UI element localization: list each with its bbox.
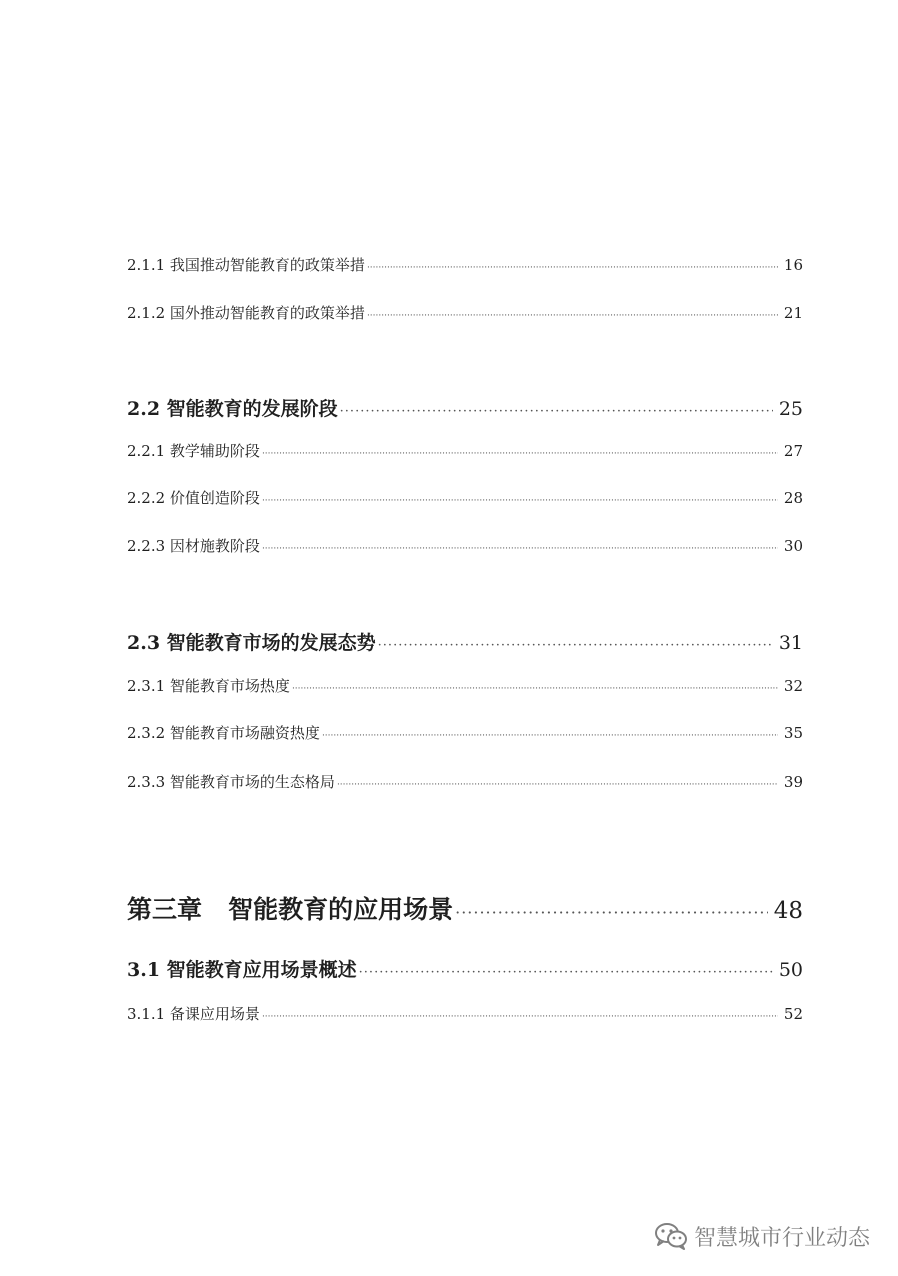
- toc-entry-page: 16: [783, 256, 803, 274]
- toc-entry-title: 3.1 智能教育应用场景概述: [127, 959, 357, 981]
- toc-entry-page: 25: [778, 398, 803, 420]
- toc-entry-title: 2.1.1 我国推动智能教育的政策举措: [127, 256, 365, 274]
- toc-entry[interactable]: [127, 535, 803, 556]
- toc-section-heading[interactable]: [127, 628, 803, 655]
- toc-entry[interactable]: [127, 1003, 803, 1024]
- watermark-text: 智慧城市行业动态: [694, 1225, 871, 1251]
- toc-entry-page: 27: [783, 442, 803, 460]
- dot-leader: [262, 496, 778, 506]
- toc-entry-page: 50: [778, 959, 803, 981]
- toc-entry-title: 2.2.2 价值创造阶段: [127, 489, 260, 507]
- dot-leader: [322, 731, 778, 741]
- toc-entry-title: 2.1.2 国外推动智能教育的政策举措: [127, 304, 365, 322]
- toc-entry-title: 2.3 智能教育市场的发展态势: [127, 632, 376, 654]
- dot-leader: [378, 638, 773, 653]
- toc-entry[interactable]: [127, 487, 803, 508]
- toc-entry[interactable]: [127, 675, 803, 696]
- toc-entry-title: 2.2 智能教育的发展阶段: [127, 398, 338, 420]
- dot-leader: [292, 684, 778, 694]
- wechat-icon: [654, 1222, 688, 1250]
- toc-entry-page: 30: [783, 537, 803, 555]
- toc-entry-page: 32: [783, 677, 803, 695]
- toc-entry-title: 2.2.3 因材施教阶段: [127, 537, 260, 555]
- toc-entry[interactable]: [127, 254, 803, 275]
- toc-entry[interactable]: [127, 722, 803, 743]
- toc-entry-page: 31: [778, 632, 803, 654]
- toc-entry-title: 2.2.1 教学辅助阶段: [127, 442, 260, 460]
- dot-leader: [455, 903, 768, 922]
- toc-section-heading[interactable]: [127, 955, 803, 982]
- dot-leader: [337, 780, 778, 790]
- toc-entry[interactable]: [127, 302, 803, 323]
- toc-entry-title: 第三章 智能教育的应用场景: [127, 895, 454, 924]
- watermark: [654, 1221, 870, 1251]
- dot-leader: [340, 404, 773, 419]
- toc-entry-page: 28: [783, 489, 803, 507]
- toc-entry-title: 2.3.2 智能教育市场融资热度: [127, 724, 320, 742]
- toc-entry-page: 21: [783, 304, 803, 322]
- toc-entry[interactable]: [127, 440, 803, 461]
- dot-leader: [367, 311, 778, 321]
- toc-entry-title: 2.3.1 智能教育市场热度: [127, 677, 290, 695]
- toc-section-heading[interactable]: [127, 394, 803, 421]
- toc-entry-page: 52: [783, 1005, 803, 1023]
- toc-entry-page: 35: [783, 724, 803, 742]
- dot-leader: [367, 263, 778, 273]
- toc-entry-title: 2.3.3 智能教育市场的生态格局: [127, 773, 335, 791]
- toc-entry-title: 3.1.1 备课应用场景: [127, 1005, 260, 1023]
- dot-leader: [262, 1012, 778, 1022]
- dot-leader: [262, 544, 778, 554]
- toc-entry-page: 48: [773, 898, 803, 924]
- toc-entry-page: 39: [783, 773, 803, 791]
- toc-chapter-heading[interactable]: [127, 890, 803, 926]
- toc-entry[interactable]: [127, 771, 803, 792]
- dot-leader: [359, 965, 773, 980]
- dot-leader: [262, 449, 778, 459]
